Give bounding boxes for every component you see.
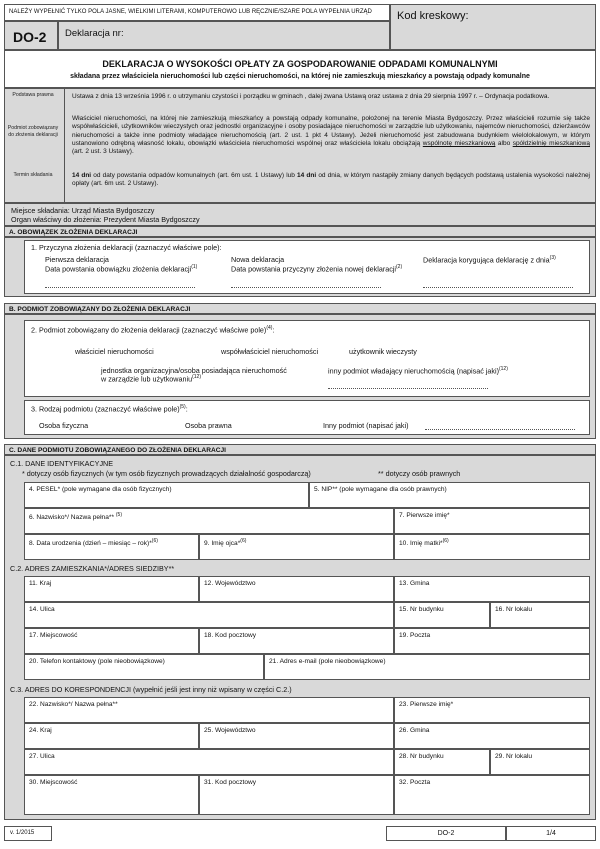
c1-header: C.1. DANE IDENTYFIKACYJNE: [10, 459, 114, 468]
option-natural-person[interactable]: Osoba fizyczna: [39, 421, 89, 430]
country-field[interactable]: 11. Kraj: [24, 576, 199, 602]
option-other-entity[interactable]: Inny podmiot (napisać jaki): [323, 421, 409, 430]
declaration-no-box: [58, 21, 390, 50]
option-legal-person[interactable]: Osoba prawna: [185, 421, 232, 430]
entity-kind-field[interactable]: [24, 400, 590, 435]
deadline-label: Termin składania: [13, 172, 53, 178]
place-text: Miejsce składania: Urząd Miasta Bydgoszczy: [11, 206, 155, 215]
barcode-box: [390, 4, 596, 50]
option-new-declaration[interactable]: Nowa deklaracja: [231, 255, 285, 264]
footer-code: DO-2: [437, 830, 455, 837]
corr-country-field[interactable]: 24. Kraj: [24, 723, 199, 749]
footer-code-box: [386, 826, 506, 841]
form-code: DO-2: [13, 29, 47, 45]
link-spoldzielnia: spółdzielnię mieszkaniową: [512, 139, 590, 147]
nip-field[interactable]: 5. NIP** (pole wymagane dla osób prawnych): [309, 482, 590, 508]
voivodeship-field[interactable]: 12. Województwo: [199, 576, 394, 602]
corr-building-no-field[interactable]: 28. Nr budynku: [394, 749, 490, 775]
corr-municipality-field[interactable]: 26. Gmina: [394, 723, 590, 749]
father-name-field[interactable]: 9. Imię ojca*$^{(6)}$: [199, 534, 394, 560]
date-new-reason-label: Data powstania przyczyny złożenia nowej deklaracji$^{(2)}$: [231, 264, 403, 274]
link-wspolnota: wspólnotę mieszkaniową: [422, 139, 496, 147]
deadline-text: 14 dni od daty powstania odpadów komunalnych (art. 6m ust. 1 Ustawy) lub 14 dni od dnia, w którym nastąpiły zmiany danych będących podstawą ustalenia wysokości należnej opłaty (art. 6m ust. 2 Ustawy).: [72, 172, 591, 188]
section-a-header-box: [4, 226, 596, 237]
date-new-reason-line[interactable]: [231, 287, 381, 288]
option-owner[interactable]: właściciel nieruchomości: [75, 347, 154, 356]
street-field[interactable]: 14. Ulica: [24, 602, 394, 628]
form-title: DEKLARACJA O WYSOKOŚCI OPŁATY ZA GOSPODAROWANIE ODPADAMI KOMUNALNYMI: [102, 59, 498, 69]
section-c-header: C. DANE PODMIOTU ZOBOWIĄZANEGO DO ZŁOŻENIA DEKLARACJI: [9, 446, 226, 454]
pesel-field[interactable]: 4. PESEL* (pole wymagane dla osób fizycznych): [24, 482, 309, 508]
c1-note-natural: * dotyczy osób fizycznych (w tym osób fizycznych prowadzących działalność gospodarczą): [22, 469, 311, 478]
corr-apartment-no-field[interactable]: 29. Nr lokalu: [490, 749, 590, 775]
other-entity-line[interactable]: [425, 429, 575, 430]
corr-street-field[interactable]: 27. Ulica: [24, 749, 394, 775]
first-name-field[interactable]: 7. Pierwsze imię*: [394, 508, 590, 534]
section-b-header-box: [4, 303, 596, 314]
c3-header: C.3. ADRES DO KORESPONDENCJI (wypełnić jeśli jest inny niż wpisany w części C.2.): [10, 685, 292, 694]
q3-label: 3. Rodzaj podmiotu (zaznaczyć właściwe pole)$^{(5)}$:: [31, 404, 188, 414]
section-c-header-box: [4, 444, 596, 455]
birth-date-field[interactable]: 8. Data urodzenia (dzień – miesiąc – rok)*$^{(6)}$: [24, 534, 199, 560]
option-org-unit[interactable]: jednostka organizacyjna/osoba posiadająca nieruchomość w zarządzie lub użytkowaniu$^{(12)}$: [101, 366, 287, 384]
apartment-no-field[interactable]: 16. Nr lokalu: [490, 602, 590, 628]
c2-header: C.2. ADRES ZAMIESZKANIA*/ADRES SIEDZIBY**: [10, 564, 175, 573]
date-correction-line[interactable]: [423, 287, 573, 288]
phone-field[interactable]: 20. Telefon kontaktowy (pole nieobowiązkowe): [24, 654, 264, 680]
place-box: [4, 203, 596, 226]
option-first-declaration[interactable]: Pierwsza deklaracja: [45, 255, 109, 264]
obliged-label: Podmiot zobowiązany do złożenia deklaracji: [7, 125, 59, 138]
option-co-owner[interactable]: współwłaściciel nieruchomości: [221, 347, 319, 356]
municipality-field[interactable]: 13. Gmina: [394, 576, 590, 602]
postal-code-field[interactable]: 18. Kod pocztowy: [199, 628, 394, 654]
top-note-box: [4, 4, 390, 21]
section-b-header: B. PODMIOT ZOBOWIĄZANY DO ZŁOŻENIA DEKLARACJI: [9, 305, 191, 313]
basis-text: Ustawa z dnia 13 września 1996 r. o utrzymaniu czystości i porządku w gminach , dalej zwana Ustawą oraz ustawa z dnia 29 sierpnia 1997 r. – Ordynacja podatkowa.: [72, 93, 550, 100]
form-subtitle: składana przez właściciela nieruchomości lub części nieruchomości, na której nie zamieszkują mieszkańcy a powstają odpady komunalne: [70, 73, 530, 80]
barcode-label: Kod kreskowy:: [397, 10, 469, 22]
option-perpetual-user[interactable]: użytkownik wieczysty: [349, 347, 417, 356]
footer-page: 1/4: [546, 830, 556, 837]
option-other-holder[interactable]: inny podmiot władający nieruchomością (napisać jaki)$^{(12)}$: [328, 366, 508, 376]
organ-text: Organ właściwy do złożenia: Prezydent Miasta Bydgoszczy: [11, 215, 200, 224]
footer-page-box: [506, 826, 596, 841]
c1-note-legal: ** dotyczy osób prawnych: [378, 469, 461, 478]
corr-voivodeship-field[interactable]: 25. Województwo: [199, 723, 394, 749]
other-holder-line[interactable]: [328, 388, 488, 389]
legal-side-sep: [64, 88, 65, 203]
date-obligation-label: Data powstania obowiązku złożenia deklaracji$^{(1)}$: [45, 264, 198, 274]
q1-label: 1. Przyczyna złożenia deklaracji (zaznaczyć właściwe pole):: [31, 243, 222, 252]
post-office-field[interactable]: 19. Poczta: [394, 628, 590, 654]
declaration-no-label: Deklaracja nr:: [65, 28, 124, 39]
form-code-box: [4, 21, 58, 50]
footer-version-box: [4, 826, 52, 841]
reason-field[interactable]: [24, 240, 590, 294]
corr-postal-code-field[interactable]: 31. Kod pocztowy: [199, 775, 394, 815]
section-a-header: A. OBOWIĄZEK ZŁOŻENIA DEKLARACJI: [9, 228, 138, 236]
corr-surname-field[interactable]: 22. Nazwisko*/ Nazwa pełna**: [24, 697, 394, 723]
footer-version: v. 1/2015: [10, 830, 35, 836]
title-box: [4, 50, 596, 88]
surname-field[interactable]: 6. Nazwisko*/ Nazwa pełna** $^{(5)}$: [24, 508, 394, 534]
top-note: NALEŻY WYPEŁNIĆ TYLKO POLA JASNE, WIELKIMI LITERAMI, KOMPUTEROWO LUB RĘCZNIE/SZARE POLA WYPEŁNIA URZĄD: [9, 9, 372, 15]
building-no-field[interactable]: 15. Nr budynku: [394, 602, 490, 628]
city-field[interactable]: 17. Miejscowość: [24, 628, 199, 654]
corr-post-office-field[interactable]: 32. Poczta: [394, 775, 590, 815]
mother-name-field[interactable]: 10. Imię matki*$^{(6)}$: [394, 534, 590, 560]
basis-label: Podstawa prawna: [12, 92, 54, 98]
option-correction-declaration[interactable]: Deklaracja korygująca deklarację z dnia$^{(3)}$: [423, 255, 556, 265]
corr-city-field[interactable]: 30. Miejscowość: [24, 775, 199, 815]
email-field[interactable]: 21. Adres e-mail (pole nieobowiązkowe): [264, 654, 590, 680]
subject-type-field[interactable]: [24, 320, 590, 397]
q2-label: 2. Podmiot zobowiązany do złożenia deklaracji (zaznaczyć właściwe pole)$^{(4)}$:: [31, 325, 275, 335]
corr-first-name-field[interactable]: 23. Pierwsze imię*: [394, 697, 590, 723]
date-obligation-line[interactable]: [45, 287, 195, 288]
obliged-text: Właściciel nieruchomości, na której nie zamieszkują mieszkańcy a powstają odpady komunalne, położonej na terenie Miasta Bydgoszczy. Przez właścicieli rozumie się także współwłaścicieli, użytkowników wieczystych oraz jednostki organizacyjne i osoby posiadające nieruchomości w zarządzie lub użytkowaniu, najemców nieruchomości, dzierżawców nieruchomości a także inne podmioty władające nieruchomością (art. 2 ust. 1 pkt 4 Ustawy). Jeżeli nieruchomość jest zabudowana budynkiem wielolokalowym, w którym ustanowiono odrębną własność lokalu, obowiązki właściciela nieruchomości wspólnej oraz właściciela lokalu obciążają wspólnotę mieszkaniową albo spółdzielnię mieszkaniową (art. 2 ust. 3 Ustawy).: [72, 115, 590, 156]
